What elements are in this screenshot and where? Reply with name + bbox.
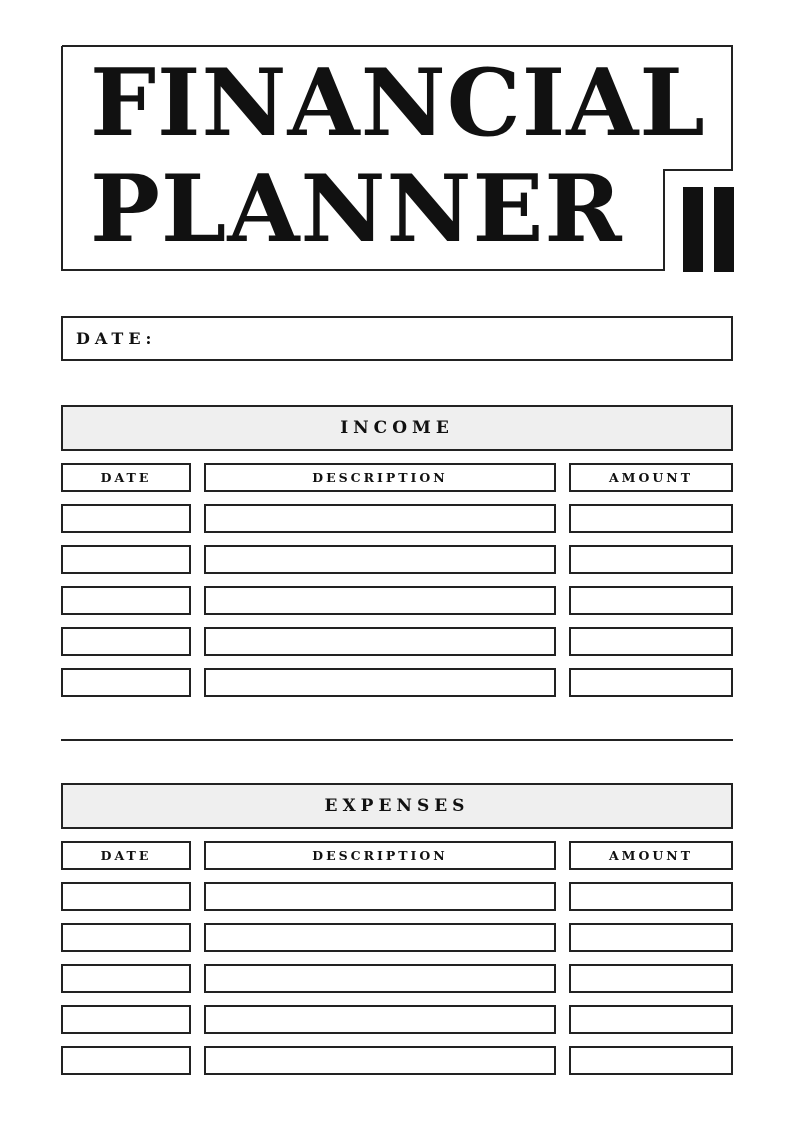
- date-field-label: DATE:: [76, 329, 157, 348]
- expenses-date-cell[interactable]: [61, 923, 191, 952]
- page-title-line-2: PLANNER: [90, 154, 623, 263]
- income-description-cell[interactable]: [204, 504, 556, 533]
- income-description-cell[interactable]: [204, 545, 556, 574]
- expenses-row: [61, 1005, 733, 1034]
- income-amount-cell[interactable]: [569, 668, 733, 697]
- expenses-description-cell[interactable]: [204, 1046, 556, 1075]
- expenses-row: [61, 964, 733, 993]
- income-date-cell[interactable]: [61, 627, 191, 656]
- section-divider: [61, 739, 733, 741]
- expenses-description-cell[interactable]: [204, 882, 556, 911]
- income-row: [61, 668, 733, 697]
- income-description-cell[interactable]: [204, 668, 556, 697]
- expenses-col-amount: AMOUNT: [569, 841, 733, 870]
- income-date-cell[interactable]: [61, 586, 191, 615]
- page-title-line-1: FINANCIAL: [90, 48, 706, 157]
- income-amount-cell[interactable]: [569, 627, 733, 656]
- decorative-bar: [714, 187, 734, 272]
- income-amount-cell[interactable]: [569, 586, 733, 615]
- income-row: [61, 586, 733, 615]
- expenses-amount-cell[interactable]: [569, 1005, 733, 1034]
- expenses-description-cell[interactable]: [204, 1005, 556, 1034]
- income-date-cell[interactable]: [61, 504, 191, 533]
- expenses-date-cell[interactable]: [61, 882, 191, 911]
- income-col-date: DATE: [61, 463, 191, 492]
- decorative-bar: [683, 187, 703, 272]
- income-row: [61, 545, 733, 574]
- date-field[interactable]: [61, 316, 733, 361]
- expenses-date-cell[interactable]: [61, 1046, 191, 1075]
- income-heading: INCOME: [61, 405, 733, 451]
- expenses-row: [61, 882, 733, 911]
- income-date-cell[interactable]: [61, 545, 191, 574]
- expenses-row: [61, 1046, 733, 1075]
- expenses-amount-cell[interactable]: [569, 923, 733, 952]
- income-amount-cell[interactable]: [569, 545, 733, 574]
- expenses-date-cell[interactable]: [61, 964, 191, 993]
- expenses-col-description: DESCRIPTION: [204, 841, 556, 870]
- income-column-headers: [61, 463, 733, 492]
- expenses-amount-cell[interactable]: [569, 882, 733, 911]
- expenses-description-cell[interactable]: [204, 923, 556, 952]
- expenses-date-cell[interactable]: [61, 1005, 191, 1034]
- expenses-column-headers: [61, 841, 733, 870]
- income-amount-cell[interactable]: [569, 504, 733, 533]
- income-description-cell[interactable]: [204, 627, 556, 656]
- expenses-description-cell[interactable]: [204, 964, 556, 993]
- expenses-section: [61, 783, 733, 1075]
- income-section: [61, 405, 733, 697]
- expenses-heading: EXPENSES: [61, 783, 733, 829]
- income-row: [61, 504, 733, 533]
- expenses-col-date: DATE: [61, 841, 191, 870]
- expenses-amount-cell[interactable]: [569, 1046, 733, 1075]
- income-description-cell[interactable]: [204, 586, 556, 615]
- income-row: [61, 627, 733, 656]
- income-col-amount: AMOUNT: [569, 463, 733, 492]
- expenses-row: [61, 923, 733, 952]
- income-col-description: DESCRIPTION: [204, 463, 556, 492]
- income-date-cell[interactable]: [61, 668, 191, 697]
- expenses-amount-cell[interactable]: [569, 964, 733, 993]
